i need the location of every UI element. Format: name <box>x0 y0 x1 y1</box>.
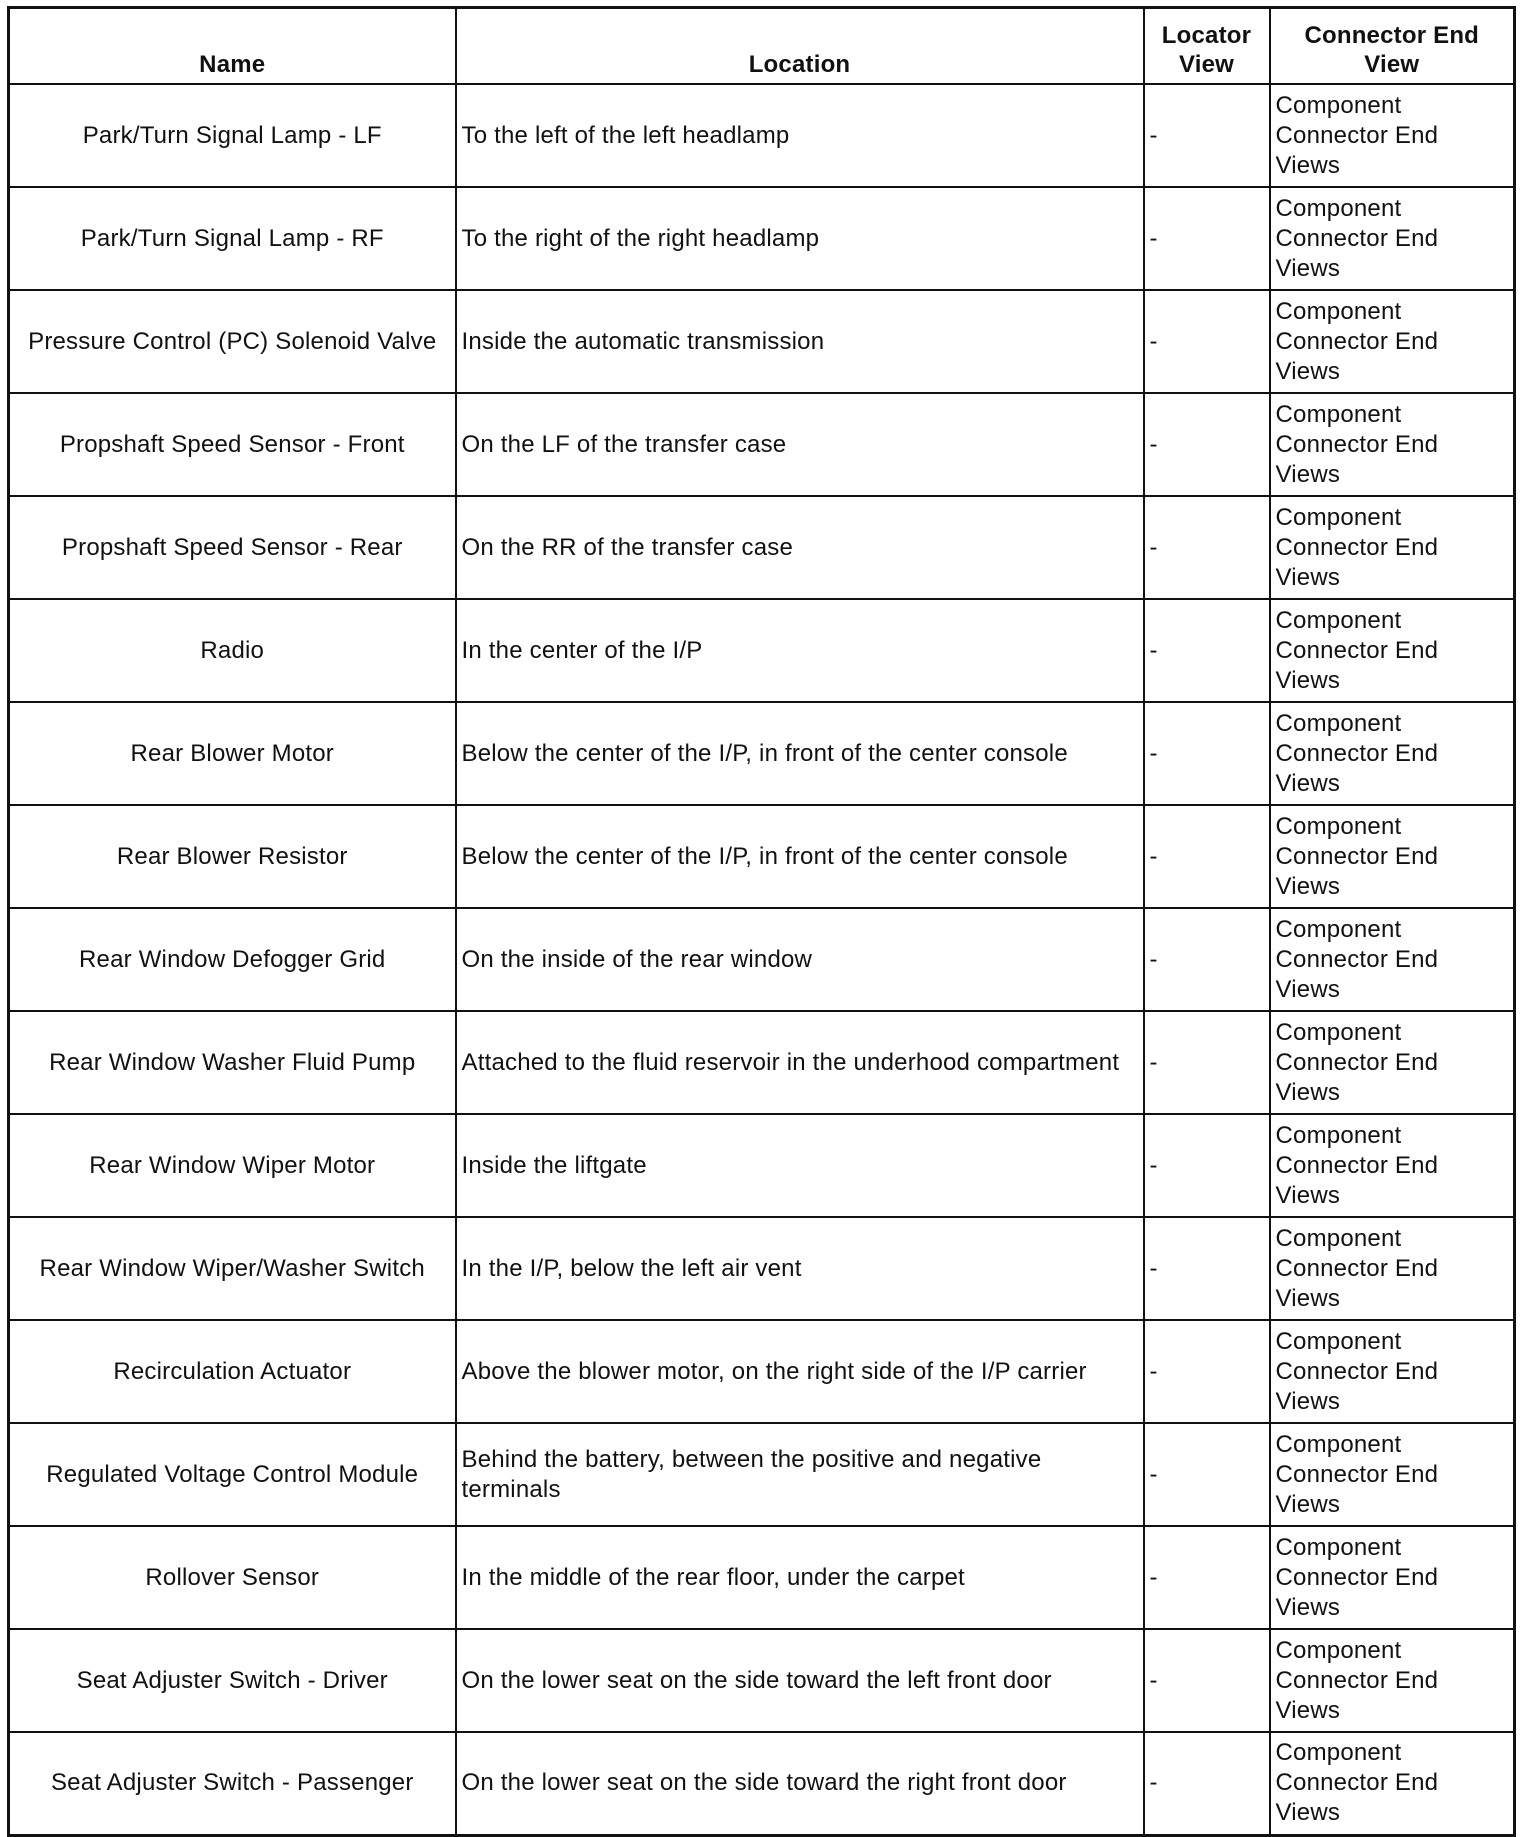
component-location-cell: In the I/P, below the left air vent <box>456 1217 1144 1320</box>
table-row <box>9 496 1515 599</box>
component-location-cell: Attached to the fluid reservoir in the underhood compartment <box>456 1011 1144 1114</box>
connector-end-view-link[interactable]: Component Connector End Views <box>1270 496 1515 599</box>
locator-view-cell: - <box>1144 599 1270 702</box>
connector-end-view-link[interactable]: Component Connector End Views <box>1270 1526 1515 1629</box>
component-location-cell: On the lower seat on the side toward the right front door <box>456 1732 1144 1835</box>
table-row <box>9 1114 1515 1217</box>
component-name-cell: Propshaft Speed Sensor - Front <box>9 393 456 496</box>
component-location-cell: On the lower seat on the side toward the left front door <box>456 1629 1144 1732</box>
column-header-location: Location <box>456 8 1144 85</box>
component-name-cell: Pressure Control (PC) Solenoid Valve <box>9 290 456 393</box>
locator-view-cell: - <box>1144 290 1270 393</box>
column-header-connector-end-view: Connector End View <box>1270 8 1515 85</box>
table-row <box>9 908 1515 1011</box>
component-name-cell: Rear Window Wiper Motor <box>9 1114 456 1217</box>
locator-view-cell: - <box>1144 1526 1270 1629</box>
component-location-cell: To the left of the left headlamp <box>456 84 1144 187</box>
table-row <box>9 1732 1515 1835</box>
table-body <box>9 84 1515 1835</box>
component-location-cell: Above the blower motor, on the right side of the I/P carrier <box>456 1320 1144 1423</box>
table-row <box>9 187 1515 290</box>
table-row <box>9 290 1515 393</box>
locator-view-cell: - <box>1144 496 1270 599</box>
document-sheet <box>7 6 1513 1827</box>
component-name-cell: Rear Window Defogger Grid <box>9 908 456 1011</box>
table-row <box>9 1217 1515 1320</box>
table-row <box>9 1011 1515 1114</box>
component-location-cell: Behind the battery, between the positive and negative terminals <box>456 1423 1144 1526</box>
component-name-cell: Rear Window Wiper/Washer Switch <box>9 1217 456 1320</box>
connector-end-view-link[interactable]: Component Connector End Views <box>1270 805 1515 908</box>
table-row <box>9 1320 1515 1423</box>
component-name-cell: Rear Blower Motor <box>9 702 456 805</box>
component-name-cell: Rear Blower Resistor <box>9 805 456 908</box>
table-row <box>9 805 1515 908</box>
header-row <box>9 8 1515 85</box>
locator-view-cell: - <box>1144 1732 1270 1835</box>
table-row <box>9 1526 1515 1629</box>
table-row <box>9 1423 1515 1526</box>
locator-view-cell: - <box>1144 1423 1270 1526</box>
connector-end-view-link[interactable]: Component Connector End Views <box>1270 702 1515 805</box>
connector-end-view-link[interactable]: Component Connector End Views <box>1270 1732 1515 1835</box>
component-locator-table <box>7 6 1516 1837</box>
locator-view-cell: - <box>1144 702 1270 805</box>
locator-view-cell: - <box>1144 805 1270 908</box>
locator-view-cell: - <box>1144 1629 1270 1732</box>
component-location-cell: On the RR of the transfer case <box>456 496 1144 599</box>
table-row <box>9 1629 1515 1732</box>
component-name-cell: Recirculation Actuator <box>9 1320 456 1423</box>
locator-view-cell: - <box>1144 1217 1270 1320</box>
component-location-cell: In the center of the I/P <box>456 599 1144 702</box>
table-row <box>9 702 1515 805</box>
component-name-cell: Rear Window Washer Fluid Pump <box>9 1011 456 1114</box>
component-location-cell: On the LF of the transfer case <box>456 393 1144 496</box>
table-row <box>9 393 1515 496</box>
component-location-cell: Below the center of the I/P, in front of the center console <box>456 702 1144 805</box>
connector-end-view-link[interactable]: Component Connector End Views <box>1270 1320 1515 1423</box>
component-location-cell: In the middle of the rear floor, under the carpet <box>456 1526 1144 1629</box>
connector-end-view-link[interactable]: Component Connector End Views <box>1270 187 1515 290</box>
component-name-cell: Radio <box>9 599 456 702</box>
locator-view-cell: - <box>1144 908 1270 1011</box>
locator-view-cell: - <box>1144 393 1270 496</box>
component-name-cell: Rollover Sensor <box>9 1526 456 1629</box>
connector-end-view-link[interactable]: Component Connector End Views <box>1270 1423 1515 1526</box>
component-location-cell: On the inside of the rear window <box>456 908 1144 1011</box>
locator-view-cell: - <box>1144 84 1270 187</box>
locator-view-cell: - <box>1144 1114 1270 1217</box>
component-name-cell: Park/Turn Signal Lamp - RF <box>9 187 456 290</box>
connector-end-view-link[interactable]: Component Connector End Views <box>1270 84 1515 187</box>
locator-view-cell: - <box>1144 1320 1270 1423</box>
connector-end-view-link[interactable]: Component Connector End Views <box>1270 290 1515 393</box>
component-name-cell: Propshaft Speed Sensor - Rear <box>9 496 456 599</box>
connector-end-view-link[interactable]: Component Connector End Views <box>1270 1629 1515 1732</box>
component-location-cell: Inside the liftgate <box>456 1114 1144 1217</box>
connector-end-view-link[interactable]: Component Connector End Views <box>1270 1114 1515 1217</box>
connector-end-view-link[interactable]: Component Connector End Views <box>1270 599 1515 702</box>
locator-view-cell: - <box>1144 187 1270 290</box>
connector-end-view-link[interactable]: Component Connector End Views <box>1270 393 1515 496</box>
column-header-name: Name <box>9 8 456 85</box>
connector-end-view-link[interactable]: Component Connector End Views <box>1270 1217 1515 1320</box>
component-name-cell: Regulated Voltage Control Module <box>9 1423 456 1526</box>
component-location-cell: Below the center of the I/P, in front of the center console <box>456 805 1144 908</box>
column-header-locator-view: Locator View <box>1144 8 1270 85</box>
table-row <box>9 599 1515 702</box>
connector-end-view-link[interactable]: Component Connector End Views <box>1270 1011 1515 1114</box>
connector-end-view-link[interactable]: Component Connector End Views <box>1270 908 1515 1011</box>
component-location-cell: To the right of the right headlamp <box>456 187 1144 290</box>
table-row <box>9 84 1515 187</box>
component-name-cell: Park/Turn Signal Lamp - LF <box>9 84 456 187</box>
component-location-cell: Inside the automatic transmission <box>456 290 1144 393</box>
table-header <box>9 8 1515 85</box>
component-name-cell: Seat Adjuster Switch - Driver <box>9 1629 456 1732</box>
locator-view-cell: - <box>1144 1011 1270 1114</box>
component-name-cell: Seat Adjuster Switch - Passenger <box>9 1732 456 1835</box>
